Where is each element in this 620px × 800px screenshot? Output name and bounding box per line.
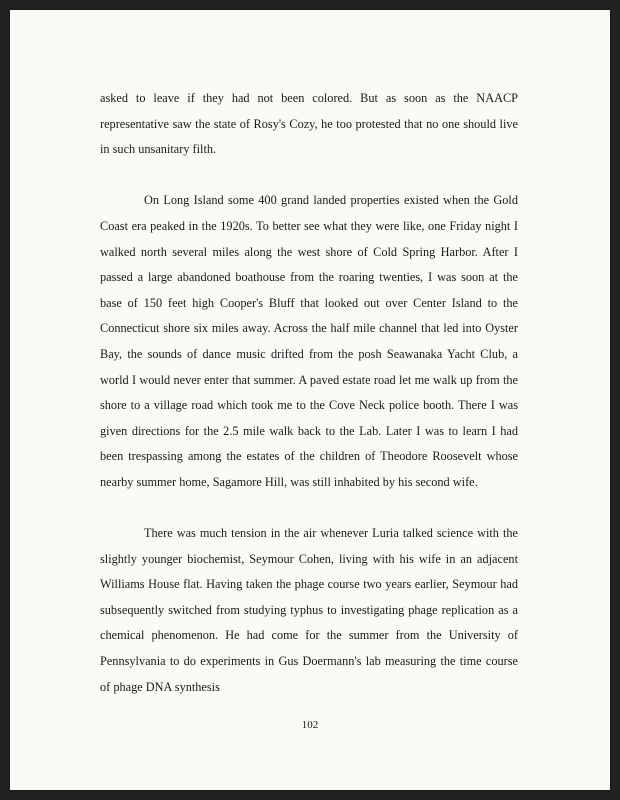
paragraph-long-island: On Long Island some 400 grand landed properties existed when the Gold Coast era peaked in the 1920s. To better see what they were like, one Friday night I walked north several miles along the west shore of Cold Spring Harbor. After I passed a large abandoned boathouse from the roaring twenties, I was soon at the base of 150 feet high Cooper's Bluff that looked out over Center Island to the Connecticut shore six miles away. Across the half mile channel that led into Oyster Bay, the sounds of dance music drifted from the posh Seawanaka Yacht Club, a world I would never enter that summer. A paved estate road let me walk up from the shore to a village road which took me to the Cove Neck police booth. There I was given directions for the 2.5 mile walk back to the Lab. Later I was to learn I had been trespassing among the estates of the children of Theodore Roosevelt whose nearby summer home, Sagamore Hill, was still inhabited by his second wife.: [100, 193, 518, 489]
paragraph-luria-cohen: There was much tension in the air whenever Luria talked science with the slightly younger biochemist, Seymour Cohen, living with his wife in an adjacent Williams House flat. Having taken the phage course two years earlier, Seymour had subsequently switched from studying typhus to investigating phage replication as a chemical phenomenon. He had come for the summer from the University of Pennsylvania to do experiments in Gus Doermann's lab measuring the time course of phage DNA synthesis: [100, 526, 518, 694]
document-body: [100, 86, 518, 700]
page-number: 102: [301, 719, 319, 731]
paragraph-continuation: asked to leave if they had not been colored. But as soon as the NAACP representative saw the state of Rosy's Cozy, he too protested that no one should live in such unsanitary filth.: [100, 91, 518, 157]
